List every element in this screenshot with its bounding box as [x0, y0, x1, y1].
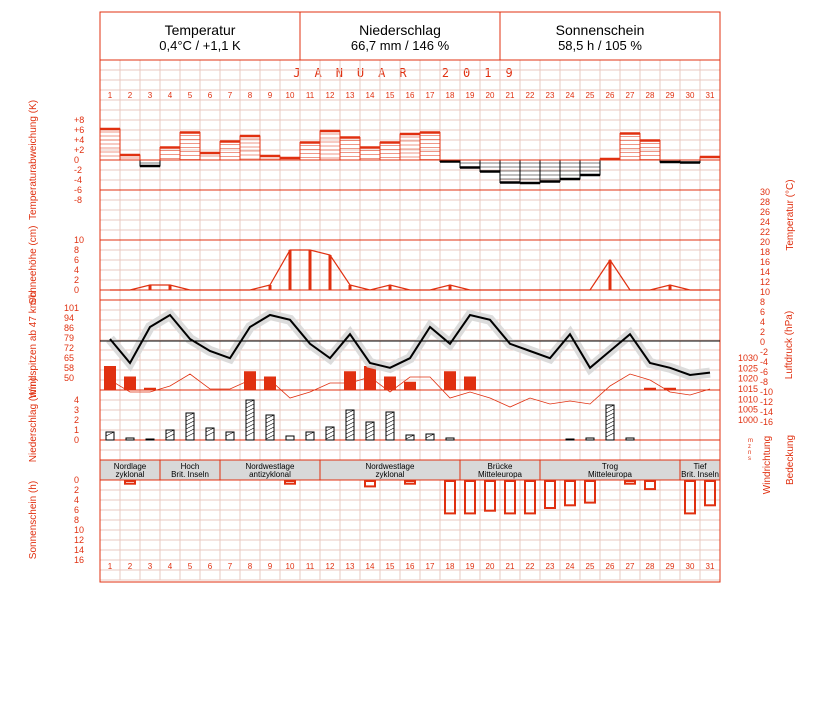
temperature-tick: 28	[760, 197, 771, 207]
snow-axis-label: Schneehöhe (cm)	[28, 225, 39, 305]
sunshine-bar	[505, 481, 515, 513]
precip-bar	[146, 439, 154, 440]
pattern-line2: Mitteleuropa	[477, 470, 523, 479]
cover-label: Bedeckung	[785, 434, 796, 486]
header-precipitation-title: Niederschlag	[359, 22, 441, 38]
temperature-tick: -12	[760, 397, 774, 407]
wind-bar	[404, 382, 416, 390]
pressure-axis-label: Luftdruck (hPa)	[784, 310, 795, 380]
precip-bar	[446, 438, 454, 440]
wind-axis-label: Windspitzen ab 47 km/h	[28, 291, 39, 399]
sunshine-axis-label: Sonnenschein (h)	[28, 480, 39, 560]
sunshine-bar	[625, 481, 635, 484]
snow-mark	[609, 260, 612, 290]
day-label-bottom: 4	[167, 562, 173, 571]
precip-bar	[566, 439, 574, 440]
sunshine-bar	[465, 481, 475, 513]
snow-mark	[669, 285, 672, 290]
temp-anomaly-axis-label: Temperaturabweichung (K)	[28, 99, 39, 221]
pressure-tick: 1005	[738, 404, 759, 415]
cover-legend-item: m	[748, 438, 753, 444]
sunshine-tick: 12	[74, 535, 85, 545]
temperature-tick: -2	[760, 347, 769, 357]
sunshine-bar	[645, 481, 655, 489]
header-sunshine-value: 58,5 h / 105 %	[558, 38, 642, 53]
snow-mark	[389, 285, 392, 290]
day-label-top: 10	[285, 91, 295, 100]
day-label-top: 28	[645, 91, 655, 100]
pattern-line1: Nordlage	[113, 462, 147, 471]
pattern-line2: zyklonal	[375, 470, 405, 479]
temperature-tick: -4	[760, 357, 769, 367]
wind-bar	[644, 388, 656, 390]
pattern-line2: Brit. Inseln	[681, 470, 719, 479]
temp-anomaly-bar	[160, 148, 180, 161]
snow-mark	[169, 285, 172, 290]
pressure-tick: 1025	[738, 363, 759, 374]
pattern-line1: Hoch	[180, 462, 200, 471]
sunshine-bar	[365, 481, 375, 486]
wind-tick: 101	[64, 303, 80, 313]
day-label-bottom: 7	[227, 562, 233, 571]
day-label-bottom: 13	[345, 562, 355, 571]
sunshine-tick: 2	[74, 485, 80, 495]
day-label-top: 31	[705, 91, 715, 100]
day-label-top: 17	[425, 91, 435, 100]
day-label-top: 18	[445, 91, 455, 100]
day-label-bottom: 17	[425, 562, 435, 571]
temp-anomaly-bar	[400, 134, 420, 160]
sunshine-tick: 0	[74, 475, 80, 485]
day-label-top: 30	[685, 91, 695, 100]
day-label-bottom: 2	[127, 562, 133, 571]
temp-anomaly-bar	[620, 134, 640, 161]
day-label-bottom: 8	[247, 562, 253, 571]
day-label-top: 3	[147, 91, 153, 100]
pressure-tick: 1015	[738, 384, 759, 394]
day-label-top: 24	[565, 91, 575, 100]
day-label-top: 27	[625, 91, 635, 100]
day-label-top: 11	[305, 91, 315, 100]
snow-tick: 0	[74, 285, 80, 295]
temperature-tick: 22	[760, 227, 771, 237]
snow-mark	[149, 285, 152, 290]
day-label-top: 29	[665, 91, 675, 100]
temperature-tick: -16	[760, 417, 774, 427]
pattern-line1: Trog	[601, 462, 619, 471]
day-label-top: 21	[505, 91, 515, 100]
snow-tick: 8	[74, 245, 80, 255]
cover-legend-item: s	[748, 456, 751, 462]
temperature-tick: 16	[760, 257, 771, 267]
day-label-top: 8	[247, 91, 253, 100]
day-label-top: 13	[345, 91, 355, 100]
snow-mark	[289, 250, 292, 290]
day-label-bottom: 12	[325, 562, 335, 571]
day-label-top: 15	[385, 91, 395, 100]
cover-legend-item: z	[748, 444, 751, 450]
day-label-top: 16	[405, 91, 415, 100]
day-label-bottom: 14	[365, 562, 375, 571]
day-label-bottom: 23	[545, 562, 555, 571]
temp-anomaly-bar	[360, 148, 380, 161]
snow-mark	[309, 250, 312, 290]
header-temperature-value: 0,4°C / +1,1 K	[159, 38, 241, 53]
temp-anomaly-bar	[100, 129, 120, 160]
pattern-line2: antizyklonal	[249, 470, 291, 479]
temp-anomaly-bar	[180, 133, 200, 161]
temp-anomaly-tick: -2	[74, 165, 83, 175]
snow-mark	[449, 285, 452, 290]
wind-direction-label: Windrichtung	[762, 435, 773, 495]
snow-tick: 10	[74, 235, 85, 245]
day-label-top: 26	[605, 91, 615, 100]
precip-tick: 2	[74, 415, 80, 425]
pattern-line2: Brit. Inseln	[171, 470, 209, 479]
sunshine-bar	[485, 481, 495, 511]
sunshine-tick: 14	[74, 545, 85, 555]
temp-anomaly-bar	[580, 160, 600, 175]
day-label-bottom: 28	[645, 562, 655, 571]
wind-bar	[444, 371, 456, 390]
sunshine-tick: 16	[74, 555, 85, 565]
sunshine-bar	[545, 481, 555, 508]
sunshine-bar	[705, 481, 715, 505]
precip-bar	[586, 438, 594, 440]
temp-anomaly-tick: -8	[74, 195, 83, 205]
wind-bar	[244, 371, 256, 390]
temp-anomaly-tick: -4	[74, 175, 83, 185]
wind-bar	[144, 388, 156, 390]
temperature-tick: 4	[760, 317, 766, 327]
wind-bar	[124, 377, 136, 391]
day-label-bottom: 1	[107, 562, 113, 571]
temp-anomaly-tick: 0	[74, 155, 80, 165]
day-label-bottom: 10	[285, 562, 295, 571]
day-label-top: 4	[167, 91, 173, 100]
temp-anomaly-tick: +4	[74, 135, 85, 145]
temperature-axis-label: Temperatur (°C)	[785, 179, 796, 251]
snow-mark	[349, 285, 352, 290]
day-label-bottom: 11	[305, 562, 315, 571]
temperature-tick: 26	[760, 207, 771, 217]
precip-axis-label: Niederschlag (mm)	[28, 377, 39, 463]
temperature-tick: 8	[760, 297, 766, 307]
precip-bar	[166, 430, 174, 440]
temperature-tick: 24	[760, 217, 771, 227]
sunshine-bar	[285, 481, 295, 484]
precip-tick: 4	[74, 395, 80, 405]
precip-tick: 0	[74, 435, 80, 445]
day-label-top: 23	[545, 91, 555, 100]
temperature-tick: -14	[760, 407, 774, 417]
day-label-bottom: 18	[445, 562, 455, 571]
day-label-top: 14	[365, 91, 375, 100]
day-label-bottom: 22	[525, 562, 535, 571]
wind-bar	[104, 366, 116, 390]
temperature-tick: -8	[760, 377, 769, 387]
wind-tick: 79	[64, 333, 75, 343]
snow-tick: 6	[74, 255, 80, 265]
cover-legend-item: n	[748, 450, 752, 456]
wind-bar	[384, 377, 396, 391]
day-label-bottom: 26	[605, 562, 615, 571]
temperature-tick: 12	[760, 277, 771, 287]
day-label-top: 2	[127, 91, 133, 100]
snow-tick: 4	[74, 265, 80, 275]
wind-tick: 72	[64, 343, 75, 353]
snow-mark	[269, 285, 272, 290]
pattern-line1: Nordwestlage	[365, 462, 415, 471]
wind-tick: 50	[64, 373, 75, 383]
temperature-tick: 2	[760, 327, 766, 337]
precip-bar	[306, 432, 314, 440]
precip-bar	[626, 438, 634, 440]
day-label-bottom: 19	[465, 562, 475, 571]
day-label-bottom: 30	[685, 562, 695, 571]
month-title: JANUAR 2019	[293, 66, 527, 80]
sunshine-tick: 6	[74, 505, 80, 515]
sunshine-bar	[405, 481, 415, 484]
day-label-top: 6	[207, 91, 213, 100]
day-label-bottom: 15	[385, 562, 395, 571]
temperature-tick: 18	[760, 247, 771, 257]
temperature-tick: 30	[760, 187, 771, 197]
pattern-line1: Brücke	[487, 462, 513, 471]
day-label-bottom: 6	[207, 562, 213, 571]
day-label-bottom: 5	[187, 562, 193, 571]
header-sunshine-title: Sonnenschein	[555, 22, 645, 38]
day-label-top: 1	[107, 91, 113, 100]
day-label-bottom: 3	[147, 562, 153, 571]
precip-bar	[106, 432, 114, 440]
day-label-bottom: 16	[405, 562, 415, 571]
pressure-tick: 1020	[738, 373, 759, 384]
temperature-tick: -10	[760, 387, 774, 397]
pattern-line1: Tief	[693, 462, 707, 471]
temperature-tick: -6	[760, 367, 769, 377]
header-precipitation-value: 66,7 mm / 146 %	[350, 38, 450, 53]
day-label-bottom: 20	[485, 562, 495, 571]
day-label-top: 5	[187, 91, 193, 100]
precip-bar	[186, 413, 194, 440]
sunshine-tick: 4	[74, 495, 80, 505]
pattern-line1: Nordwestlage	[245, 462, 295, 471]
precip-bar	[226, 432, 234, 440]
temperature-tick: 10	[760, 287, 771, 297]
day-label-bottom: 9	[267, 562, 273, 571]
wind-tick: 94	[64, 313, 75, 323]
temperature-tick: 14	[760, 267, 771, 277]
wind-tick: 86	[64, 323, 75, 333]
temp-anomaly-bar	[320, 131, 340, 160]
sunshine-bar	[525, 481, 535, 513]
temperature-tick: 20	[760, 237, 771, 247]
temp-anomaly-bar	[420, 133, 440, 161]
pressure-tick: 1010	[738, 394, 759, 405]
day-label-top: 20	[485, 91, 495, 100]
day-label-bottom: 21	[505, 562, 515, 571]
temp-anomaly-tick: -6	[74, 185, 83, 195]
sunshine-bar	[445, 481, 455, 513]
precip-tick: 3	[74, 405, 80, 415]
temp-anomaly-tick: +6	[74, 125, 85, 135]
day-label-top: 12	[325, 91, 335, 100]
snow-mark	[329, 255, 332, 290]
sunshine-tick: 10	[74, 525, 85, 535]
day-label-top: 22	[525, 91, 535, 100]
sunshine-bar	[125, 481, 135, 484]
temperature-tick: 0	[760, 337, 766, 347]
pattern-line2: zyklonal	[115, 470, 145, 479]
wind-bar	[344, 371, 356, 390]
day-label-bottom: 31	[705, 562, 715, 571]
temp-anomaly-tick: +8	[74, 115, 85, 125]
day-label-bottom: 27	[625, 562, 635, 571]
day-label-bottom: 29	[665, 562, 675, 571]
pattern-line2: Mitteleuropa	[587, 470, 633, 479]
sunshine-bar	[565, 481, 575, 505]
wind-tick: 58	[64, 363, 75, 373]
day-label-top: 9	[267, 91, 273, 100]
precip-bar	[286, 436, 294, 440]
temp-anomaly-tick: +2	[74, 145, 85, 155]
pressure-tick: 1030	[738, 353, 759, 363]
day-label-top: 7	[227, 91, 233, 100]
day-label-bottom: 25	[585, 562, 595, 571]
sunshine-bar	[685, 481, 695, 513]
day-label-bottom: 24	[565, 562, 575, 571]
wind-bar	[464, 377, 476, 391]
day-label-top: 19	[465, 91, 475, 100]
precip-tick: 1	[74, 425, 80, 435]
wind-tick: 65	[64, 353, 75, 363]
sunshine-tick: 8	[74, 515, 80, 525]
pressure-tick: 1000	[738, 415, 759, 425]
snow-tick: 2	[74, 275, 80, 285]
header-temperature-title: Temperatur	[164, 22, 236, 38]
temperature-tick: 6	[760, 307, 766, 317]
sunshine-bar	[585, 481, 595, 503]
day-label-top: 25	[585, 91, 595, 100]
precip-bar	[126, 438, 134, 440]
